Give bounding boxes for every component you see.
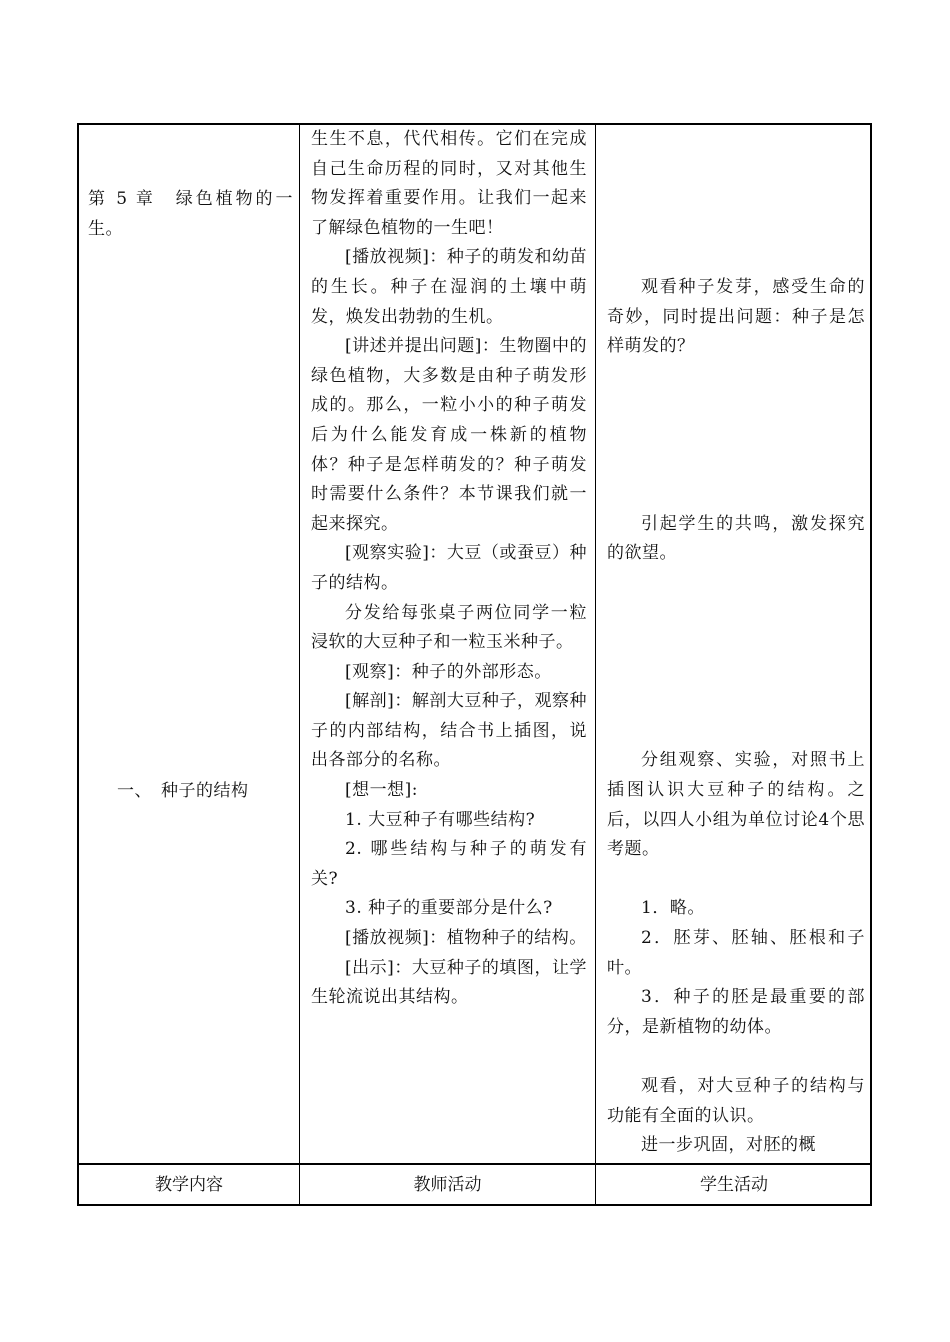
spacer bbox=[607, 451, 865, 481]
teacher-paragraph: [想一想]: bbox=[345, 780, 418, 801]
student-paragraph: 1．略。 bbox=[641, 898, 705, 919]
lesson-table bbox=[77, 123, 872, 1206]
header-teacher-activity: 教师活动 bbox=[413, 1175, 482, 1195]
teacher-paragraph: [播放视频]：种子的萌发和幼苗的生长。种子在湿润的土壤中萌发，焕发出勃勃的生机。 bbox=[311, 247, 587, 327]
teacher-paragraph: 生生不息，代代相传。它们在完成自己生命历程的同时，又对其他生物发挥着重要作用。让我们一起来了解绿色植物的一生吧！ bbox=[311, 129, 587, 238]
spacer bbox=[607, 480, 865, 510]
student-paragraph: 进一步巩固，对胚的概 bbox=[641, 1135, 816, 1156]
spacer bbox=[607, 155, 865, 185]
spacer bbox=[607, 391, 865, 421]
student-paragraph: 观看，对大豆种子的结构与功能有全面的认识。 bbox=[607, 1076, 865, 1126]
spacer bbox=[607, 569, 865, 599]
content-cell bbox=[117, 777, 322, 807]
spacer bbox=[607, 658, 865, 688]
spacer bbox=[607, 362, 865, 392]
spacer bbox=[607, 243, 865, 273]
spacer bbox=[607, 628, 865, 658]
spacer bbox=[607, 1042, 865, 1072]
spacer bbox=[607, 421, 865, 451]
teacher-activity-cell bbox=[311, 125, 587, 1013]
spacer bbox=[607, 599, 865, 629]
teacher-paragraph: 3. 种子的重要部分是什么? bbox=[345, 898, 553, 919]
spacer bbox=[607, 125, 865, 155]
teacher-paragraph: [播放视频]：植物种子的结构。 bbox=[345, 928, 587, 949]
teacher-paragraph: 分发给每张桌子两位同学一粒浸软的大豆种子和一粒玉米种子。 bbox=[311, 602, 587, 653]
spacer bbox=[607, 717, 865, 747]
student-paragraph: 2．胚芽、胚轴、胚根和子叶。 bbox=[607, 928, 865, 978]
student-paragraph: 观看种子发芽，感受生命的奇妙，同时提出问题：种子是怎样萌发的？ bbox=[607, 276, 865, 357]
header-student-activity: 学生活动 bbox=[700, 1175, 768, 1195]
teacher-paragraph: [观察实验]：大豆（或蚕豆）种子的结构。 bbox=[311, 543, 587, 593]
teacher-paragraph: 1. 大豆种子有哪些结构? bbox=[345, 809, 536, 830]
header-teaching-content: 教学内容 bbox=[155, 1175, 223, 1195]
content-cell bbox=[88, 185, 293, 244]
teacher-paragraph: 2. 哪些结构与种子的萌发有关? bbox=[311, 839, 587, 889]
column-divider bbox=[595, 125, 596, 1206]
student-paragraph: 3．种子的胚是最重要的部分，是新植物的幼体。 bbox=[607, 987, 865, 1037]
spacer bbox=[607, 184, 865, 214]
section-title: 一、 种子的结构 bbox=[117, 781, 249, 801]
teacher-paragraph: [讲述并提出问题]：生物圈中的绿色植物，大多数是由种子萌发形成的。那么，一粒小小的种子萌发后为什么能发育成一株新的植物体？种子是怎样萌发的？种子萌发时需要什么条件？本节课我们就一起来探究。 bbox=[311, 336, 587, 534]
student-paragraph: 引起学生的共鸣，激发探究的欲望。 bbox=[607, 513, 865, 564]
student-activity-cell bbox=[607, 125, 865, 1161]
student-paragraph: 分组观察、实验，对照书上插图认识大豆种子的结构。之后，以四人小组为单位讨论4个思考题。 bbox=[607, 750, 865, 860]
teacher-paragraph: [解剖]：解剖大豆种子，观察种子的内部结构，结合书上插图，说出各部分的名称。 bbox=[311, 691, 587, 771]
column-divider bbox=[299, 125, 300, 1206]
teacher-paragraph: [观察]：种子的外部形态。 bbox=[345, 661, 552, 682]
spacer bbox=[607, 865, 865, 895]
teacher-paragraph: [出示]：大豆种子的填图，让学生轮流说出其结构。 bbox=[311, 957, 587, 1008]
spacer bbox=[607, 687, 865, 717]
spacer bbox=[607, 214, 865, 244]
chapter-title: 第 5 章 绿色植物的一生。 bbox=[88, 189, 293, 239]
